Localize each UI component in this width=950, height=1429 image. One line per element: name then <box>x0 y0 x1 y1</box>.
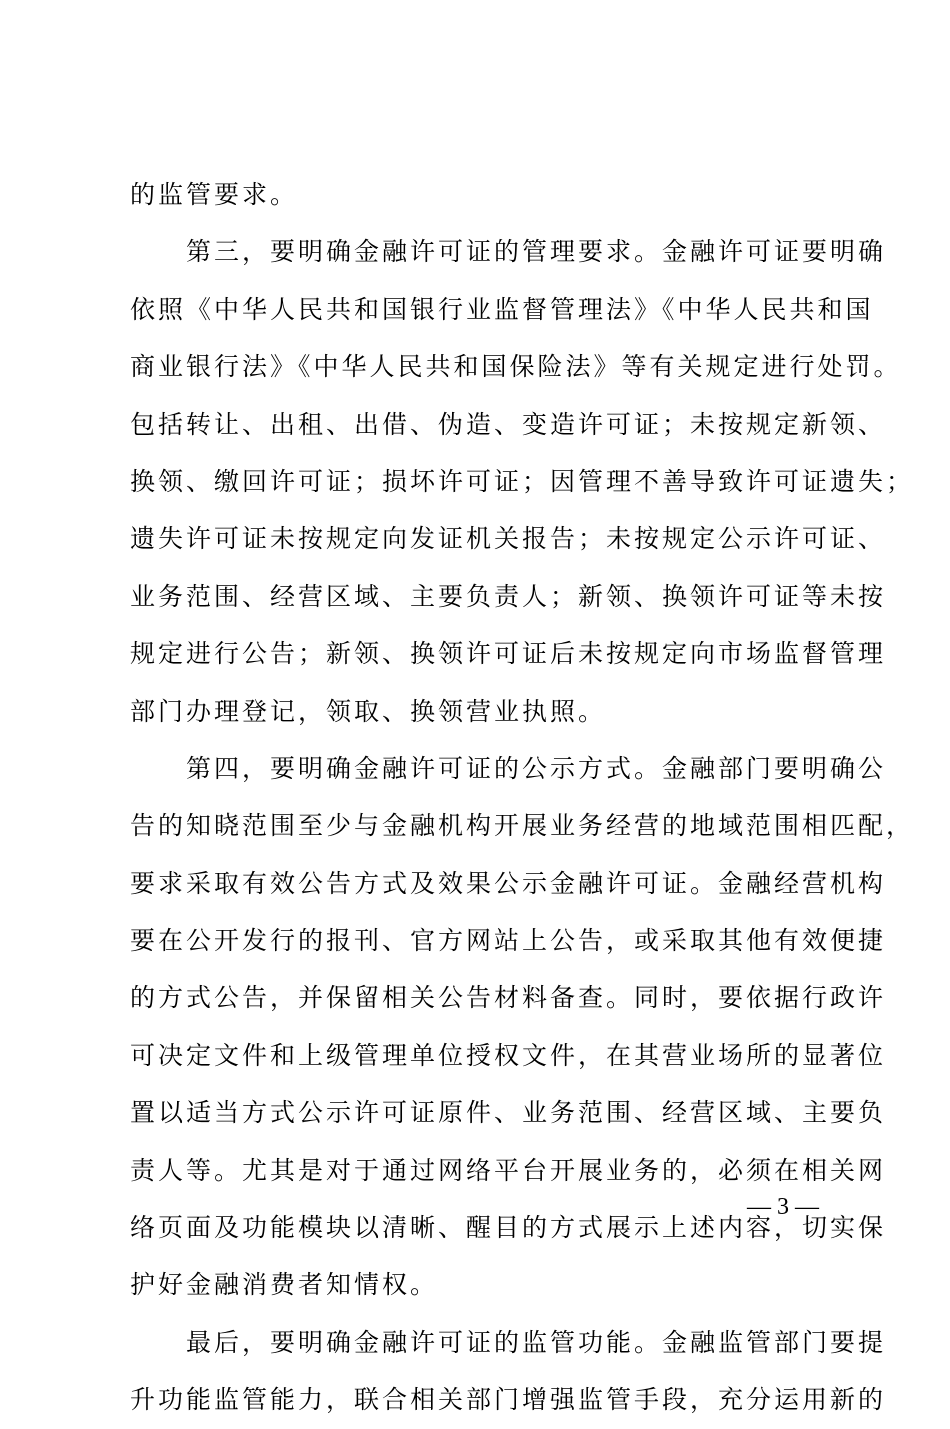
text-line: 商业银行法》《中华人民共和国保险法》等有关规定进行处罚。 <box>130 352 902 382</box>
text-line: 要求采取有效公告方式及效果公示金融许可证。金融经营机构 <box>130 868 887 898</box>
text-line: 最后，要明确金融许可证的监管功能。金融监管部门要提 <box>130 1327 887 1357</box>
text-line: 部门办理登记，领取、换领营业执照。 <box>130 696 607 726</box>
text-line: 第三，要明确金融许可证的管理要求。金融许可证要明确 <box>130 237 887 267</box>
text-line: 的方式公告，并保留相关公告材料备查。同时，要依据行政许 <box>130 983 887 1013</box>
text-line: 依照《中华人民共和国银行业监督管理法》《中华人民共和国 <box>130 294 874 324</box>
text-line: 护好金融消费者知情权。 <box>130 1270 439 1300</box>
text-line: 第四，要明确金融许可证的公示方式。金融部门要明确公 <box>130 753 887 783</box>
text-line: 可决定文件和上级管理单位授权文件，在其营业场所的显著位 <box>130 1040 887 1070</box>
text-line: 业务范围、经营区域、主要负责人；新领、换领许可证等未按 <box>130 581 887 611</box>
text-line: 包括转让、出租、出借、伪造、变造许可证；未按规定新领、 <box>130 409 887 439</box>
text-line: 换领、缴回许可证；损坏许可证；因管理不善导致许可证遗失； <box>130 466 915 496</box>
text-line: 责人等。尤其是对于通过网络平台开展业务的，必须在相关网 <box>130 1155 887 1185</box>
text-line: 规定进行公告；新领、换领许可证后未按规定向市场监督管理 <box>130 639 887 669</box>
text-line: 的监管要求。 <box>130 180 299 209</box>
text-line: 络页面及功能模块以清晰、醒目的方式展示上述内容，切实保 <box>130 1213 887 1243</box>
text-line: 要在公开发行的报刊、官方网站上公告，或采取其他有效便捷 <box>130 926 887 956</box>
text-line: 升功能监管能力，联合相关部门增强监管手段，充分运用新的 <box>130 1385 887 1415</box>
page-number: — 3 — <box>747 1194 819 1220</box>
text-line: 告的知晓范围至少与金融机构开展业务经营的地域范围相匹配， <box>130 811 915 841</box>
text-line: 遗失许可证未按规定向发证机关报告；未按规定公示许可证、 <box>130 524 887 554</box>
document-body <box>130 166 915 1429</box>
text-line: 置以适当方式公示许可证原件、业务范围、经营区域、主要负 <box>130 1098 887 1128</box>
